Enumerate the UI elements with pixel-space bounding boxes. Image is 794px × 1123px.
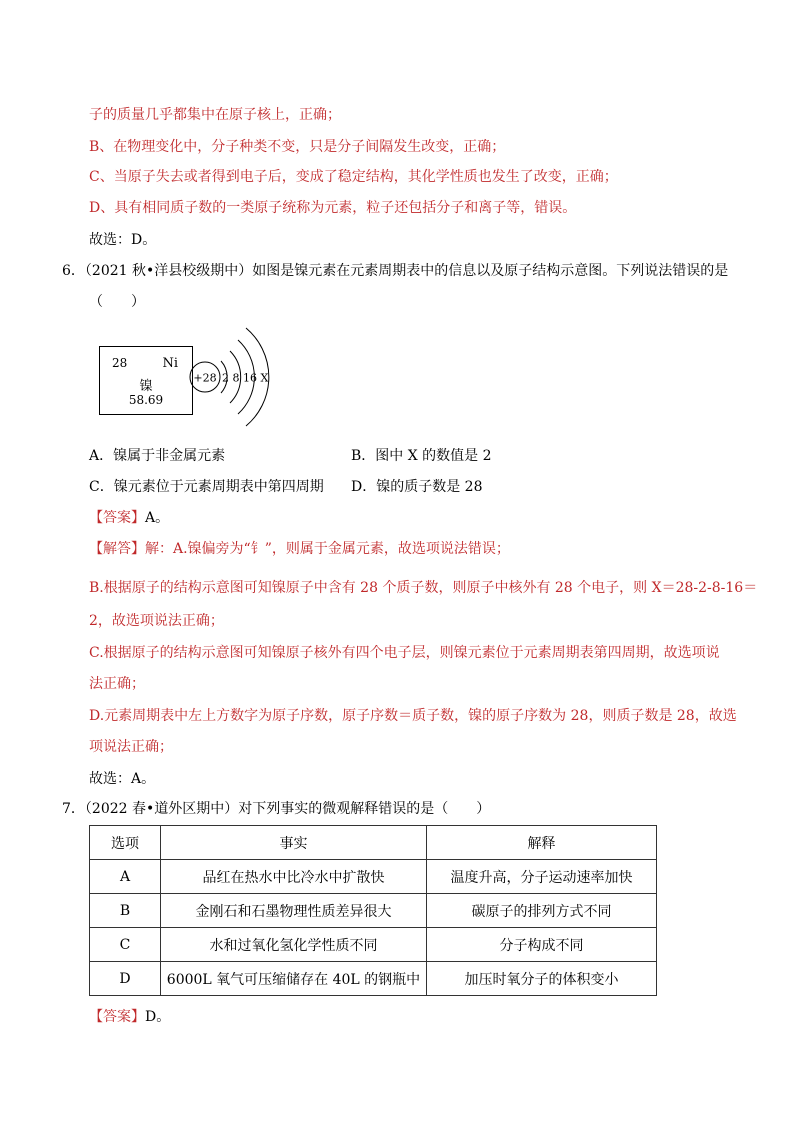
q5-analysis-option-c: C、当原子失去或者得到电子后，变成了稳定结构，其化学性质也发生了改变，正确；	[89, 169, 618, 185]
q6-stem: 6．（2021 秋•洋县校级期中）如图是镍元素在元素周期表中的信息以及原子结构示意图。下列说法错误的是	[62, 263, 729, 279]
electron-counts: 2 8 16 X	[222, 371, 269, 385]
element-name: 镍	[139, 379, 153, 394]
answer-label: 【答案】	[89, 510, 145, 526]
cell-explanation: 加压时氧分子的体积变小	[427, 962, 657, 996]
answer-value: A。	[145, 510, 170, 526]
cell-explanation: 碳原子的排列方式不同	[427, 894, 657, 928]
periodic-table-cell	[99, 346, 193, 415]
q6-analysis-b-line2: 2，故选项说法正确；	[89, 613, 224, 629]
header-explanation: 解释	[427, 826, 657, 860]
q5-analysis-option-d: D、具有相同质子数的一类原子统称为元素，粒子还包括分子和离子等，错误。	[89, 200, 577, 216]
table-row	[90, 962, 657, 996]
table-row	[90, 860, 657, 894]
q6-option-d: D．镍的质子数是 28	[351, 479, 483, 495]
cell-fact: 6000L 氧气可压缩储存在 40L 的钢瓶中	[161, 962, 427, 996]
nucleus-charge: +28	[193, 371, 217, 385]
atomic-number: 28	[112, 356, 128, 370]
table-row	[90, 894, 657, 928]
table-header-row	[90, 826, 657, 860]
atomic-mass: 58.69	[128, 393, 164, 407]
q6-analysis-c-line1: C.根据原子的结构示意图可知镍原子核外有四个电子层，则镍元素位于元素周期表第四周期，故选项说	[89, 645, 720, 661]
q7-facts-table	[89, 825, 657, 996]
q6-analysis-c-line2: 法正确；	[89, 676, 145, 692]
q5-analysis-option-b: B、在物理变化中，分子种类不变，只是分子间隔发生改变，正确；	[89, 139, 506, 155]
q5-analysis-line: 子的质量几乎都集中在原子核上，正确；	[89, 107, 341, 123]
header-option: 选项	[90, 826, 161, 860]
table-row	[90, 928, 657, 962]
q6-choose: 故选：A。	[89, 771, 156, 787]
cell-explanation: 温度升高，分子运动速率加快	[427, 860, 657, 894]
q6-option-c: C．镍元素位于元素周期表中第四周期	[89, 479, 324, 495]
answer-value: D。	[145, 1009, 171, 1025]
q7-stem: 7．（2022 春•道外区期中）对下列事实的微观解释错误的是（ ）	[62, 801, 491, 817]
q6-option-b: B．图中 X 的数值是 2	[351, 448, 492, 464]
cell-fact: 水和过氧化氢化学性质不同	[161, 928, 427, 962]
cell-option: A	[90, 860, 161, 894]
q6-stem-bracket: （ ）	[89, 294, 145, 310]
cell-explanation: 分子构成不同	[427, 928, 657, 962]
cell-fact: 金刚石和石墨物理性质差异很大	[161, 894, 427, 928]
q6-analysis-b-line1: B.根据原子的结构示意图可知镍原子中含有 28 个质子数，则原子中核外有 28 个电子，则 X＝28-2-8-16＝	[89, 580, 758, 596]
q6-analysis-d-line1: D.元素周期表中左上方数字为原子序数，原子序数＝质子数，镍的原子序数为 28，则质子数是 28，故选	[89, 708, 737, 724]
cell-option: C	[90, 928, 161, 962]
q7-answer	[89, 1007, 170, 1027]
q6-answer	[89, 508, 169, 528]
cell-option: B	[90, 894, 161, 928]
q5-choose: 故选：D。	[89, 232, 157, 248]
atom-structure-diagram	[185, 318, 280, 438]
q6-analysis-a: 【解答】解：A.镍偏旁为“钅”，则属于金属元素，故选项说法错误；	[89, 541, 510, 557]
q6-analysis-d-line2: 项说法正确；	[89, 739, 173, 755]
q6-option-a: A．镍属于非金属元素	[89, 448, 226, 464]
answer-label: 【答案】	[89, 1009, 145, 1025]
analysis-label: 【解答】	[89, 541, 145, 557]
header-fact: 事实	[161, 826, 427, 860]
cell-fact: 品红在热水中比冷水中扩散快	[161, 860, 427, 894]
element-symbol: Ni	[162, 356, 178, 371]
cell-option: D	[90, 962, 161, 996]
